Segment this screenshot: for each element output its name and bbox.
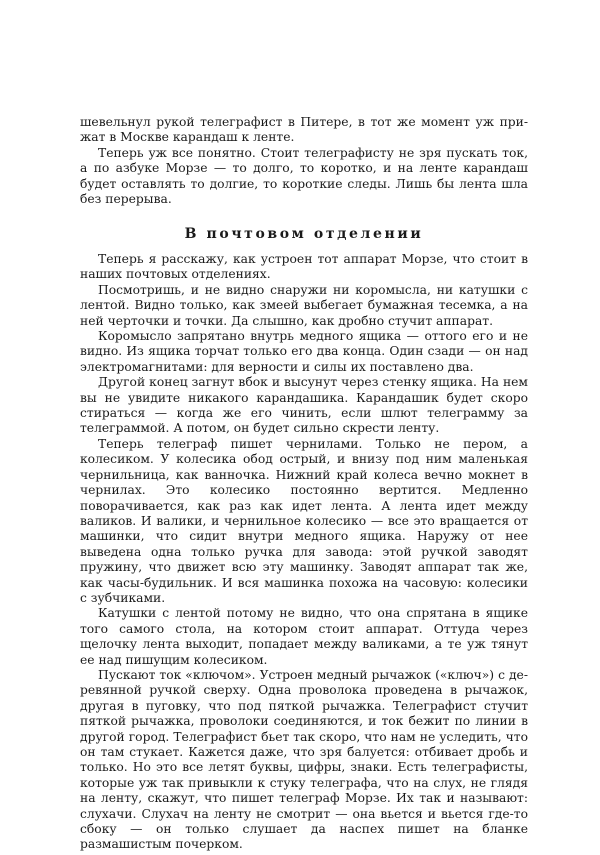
paragraph: Коромысло запрятано внутрь медного ящика — оттого его и не видно. Из ящика торчат только его два конца. Один сзади — он над электромагнитами: для верности и силы их поставлено два. xyxy=(80,329,528,374)
paragraph: Катушки с лентой потому не видно, что она спрятана в ящике того самого стола, на котором стоит аппарат. Оттуда через щелочку лента выходит, попадает между валиками, а те уж тянут ее над пишущим колесиком. xyxy=(80,606,528,667)
paragraph: Теперь уж все понятно. Стоит телеграфисту не зря пускать ток, а по азбуке Морзе — то долго, то коротко, и на ленте карандаш будет оставлять то долгие, то короткие следы. Лишь бы лента шла без перерыва. xyxy=(80,145,528,207)
paragraph: Другой конец загнут вбок и высунут через стенку ящика. На нем вы не увидите никакого карандашика. Карандашик будет скоро стираться — когда же его чинить, если шлют телеграмму за телеграммой. А потом, он будет сильно скрести ленту. xyxy=(80,375,528,436)
section-heading: В почтовом отделении xyxy=(184,226,424,242)
text-block-top xyxy=(80,115,528,207)
paragraph: Пускают ток «ключом». Устроен медный рычажок («ключ») с деревянной ручкой сверху. Одна проволока проведена в рычажок, другая в пуговку, что под пяткой рычажка. Телеграфист стучит пяткой рычажка, проволоки соединяются, и ток бежит по линии в другой город. Телеграфист бьет так скоро, что нам не уследить, что он там стукает. Кажется даже, что зря балуется: отбивает дробь и только. Но это все летят буквы, цифры, знаки. Есть телеграфисты, которые уж так привыкли к стуку телеграфа, что на слух, не глядя на ленту, скажут, что пишет телеграф Морзе. Их так и называют: слухачи. Слухач на ленту не смотрит — она вьется и вьется где-то сбоку — он только слушает да наспех пишет на бланке размашистым почерком. xyxy=(80,667,528,852)
paragraph: Теперь телеграф пишет чернилами. Только не пером, а колесиком. У колесика обод острый, и внизу под ним маленькая чернильница, как ванночка. Нижний край колеса вечно мокнет в чернилах. Это колесико постоянно вертится. Медленно поворачивается, как раз как идет лента. А лента идет между валиков. И валики, и чернильное колесико — все это вращается от машинки, что сидит внутри медного ящика. Наружу от нее выведена одна только ручка для завода: этой ручкой заводят пружину, что движет всю эту машинку. Заводят аппарат так же, как часы-будильник. И вся машинка похожа на часовую: колесики с зубчиками. xyxy=(80,436,528,605)
paragraph: шевельнул рукой телеграфист в Питере, в тот же момент уж прижат в Москве карандаш к ленте. xyxy=(80,115,528,145)
text-block-main xyxy=(80,252,528,853)
paragraph: Посмотришь, и не видно снаружи ни коромысла, ни катушки с лентой. Видно только, как змеей выбегает бумажная тесемка, а на ней черточки и точки. Да слышно, как дробно стучит аппарат. xyxy=(80,282,528,328)
paragraph: Теперь я расскажу, как устроен тот аппарат Морзе, что стоит в наших почтовых отделениях. xyxy=(80,252,528,282)
